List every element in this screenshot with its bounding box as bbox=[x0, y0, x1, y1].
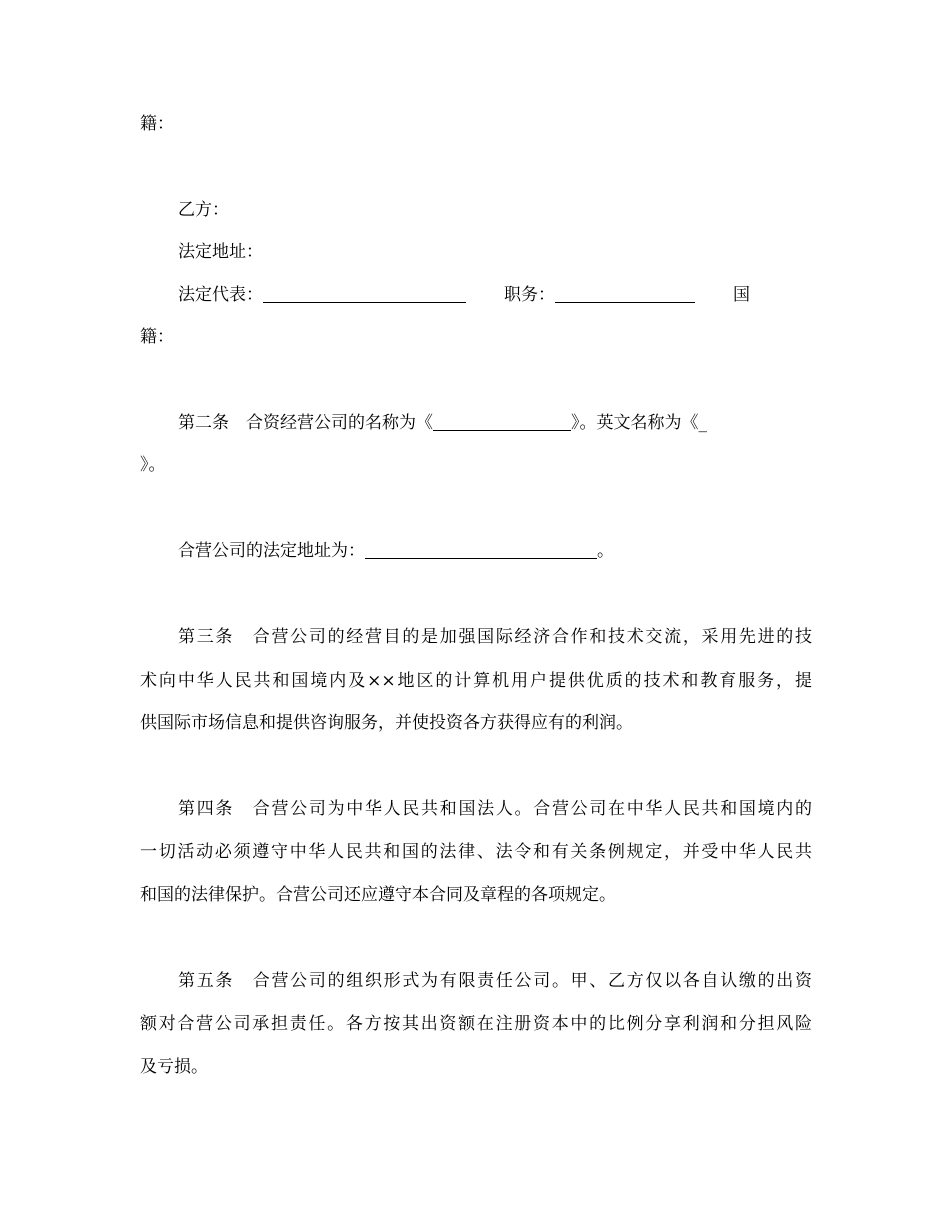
article5-line3: 及亏损。 bbox=[140, 1057, 208, 1077]
article2-address-text: 合营公司的法定地址为： bbox=[178, 541, 365, 561]
article2-address-end: 。 bbox=[597, 541, 614, 561]
party-b-label: 乙方： bbox=[178, 200, 229, 220]
party-b-rep-blank bbox=[263, 284, 466, 303]
article2-name-blank bbox=[433, 412, 571, 431]
article3-line1: 第三条 合营公司的经营目的是加强国际经济合作和技术交流，采用先进的技 bbox=[178, 627, 812, 647]
article3-line2: 术向中华人民共和国境内及××地区的计算机用户提供优质的技术和教育服务，提 bbox=[140, 671, 812, 691]
article5-line1: 第五条 合营公司的组织形式为有限责任公司。甲、乙方仅以各自认缴的出资 bbox=[178, 971, 812, 991]
article2-line1 bbox=[178, 411, 812, 435]
article5-line2: 额对合营公司承担责任。各方按其出资额在注册资本中的比例分享利润和分担风险 bbox=[140, 1014, 812, 1034]
article4-line3: 和国的法律保护。合营公司还应遵守本合同及章程的各项规定。 bbox=[140, 885, 616, 905]
article2-text-before: 第二条 合资经营公司的名称为《 bbox=[178, 413, 433, 433]
article2-text-middle: 》。英文名称为《_ bbox=[571, 413, 707, 433]
article2-address-line bbox=[178, 539, 812, 563]
party-b-rep-line bbox=[178, 283, 812, 307]
article3-line3: 供国际市场信息和提供咨询服务，并使投资各方获得应有的利润。 bbox=[140, 713, 633, 733]
party-b-nationality-head: 国 bbox=[733, 285, 750, 305]
party-b-position-label: 职务： bbox=[504, 285, 555, 305]
party-a-nationality-tail: 籍： bbox=[140, 114, 174, 134]
party-b-rep-label: 法定代表： bbox=[178, 285, 263, 305]
party-b-nationality-tail: 籍： bbox=[140, 327, 174, 347]
article4-line1: 第四条 合营公司为中华人民共和国法人。合营公司在中华人民共和国境内的 bbox=[178, 799, 812, 819]
article4-line2: 一切活动必须遵守中华人民共和国的法律、法令和有关条例规定，并受中华人民共 bbox=[140, 842, 812, 862]
article2-address-blank bbox=[365, 540, 597, 559]
article2-line2: 》。 bbox=[140, 455, 166, 475]
party-b-address-label: 法定地址： bbox=[178, 242, 263, 262]
party-b-position-blank bbox=[555, 284, 695, 303]
